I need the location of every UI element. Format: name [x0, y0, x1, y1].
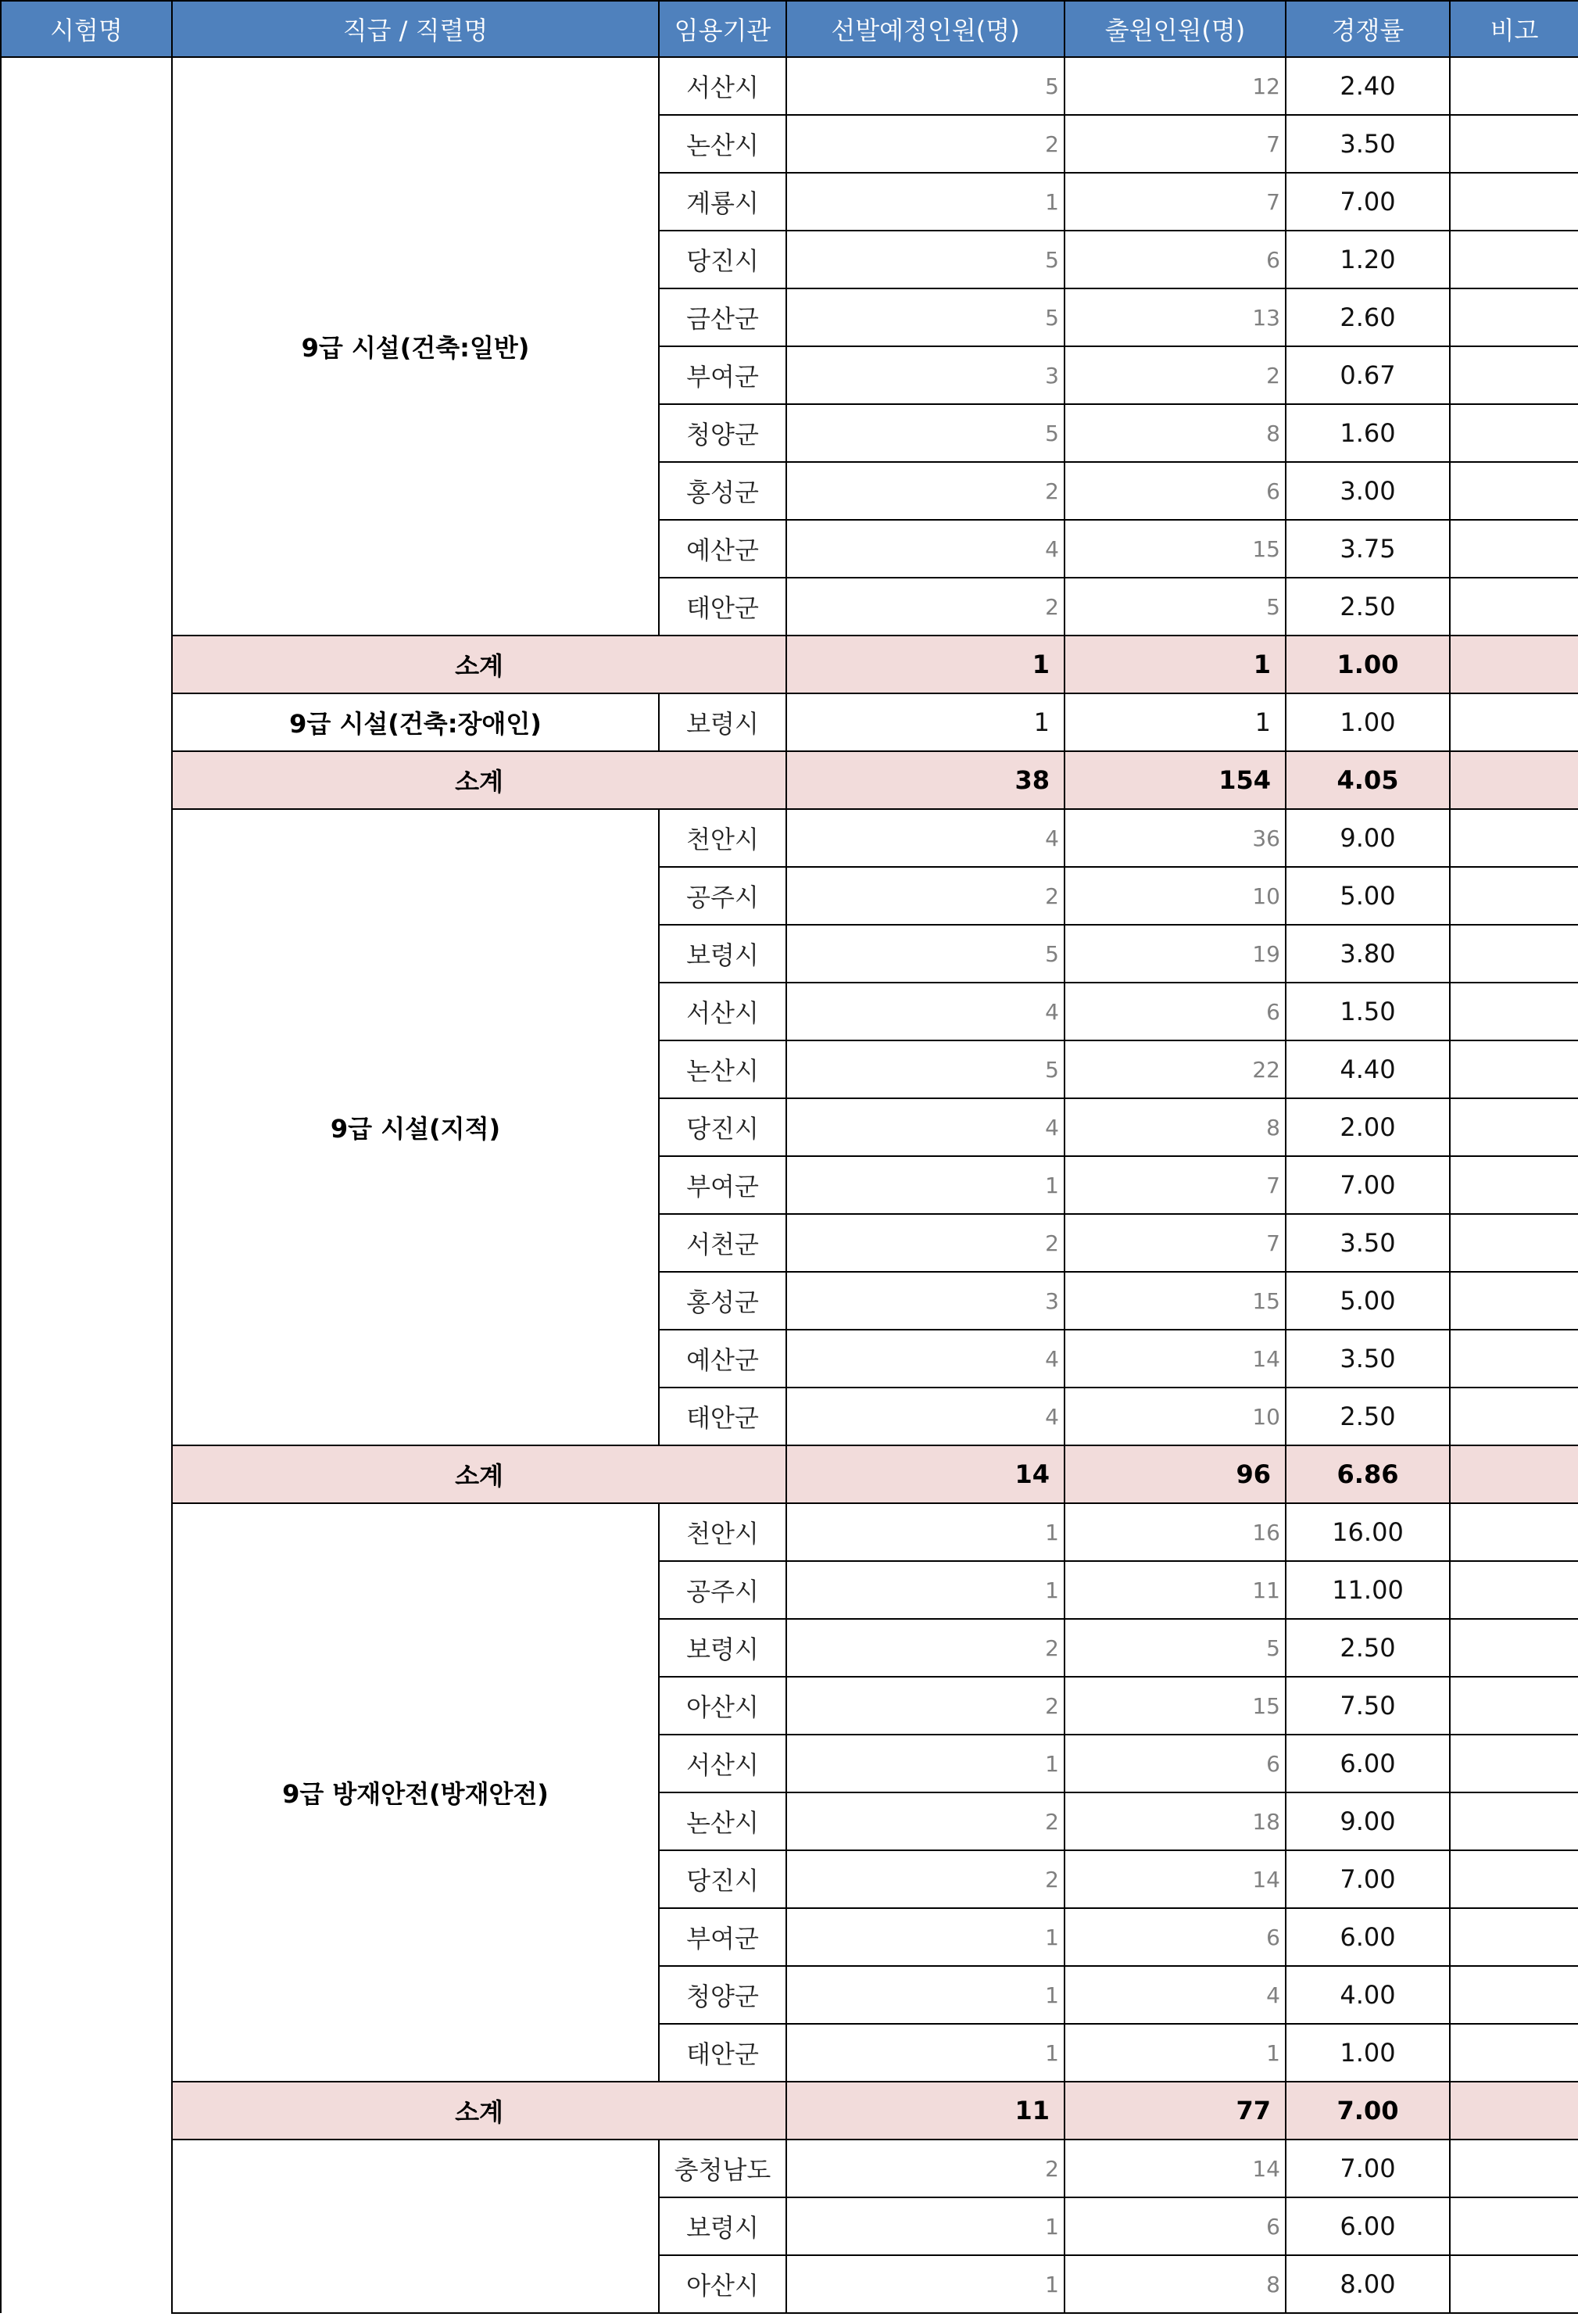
applicants-cell: 36 — [1065, 809, 1286, 867]
rate-cell: 5.00 — [1286, 1272, 1450, 1330]
org-cell: 예산군 — [659, 520, 786, 578]
org-cell: 부여군 — [659, 346, 786, 404]
header-applicants: 출원인원(명) — [1065, 1, 1286, 57]
applicants-cell: 15 — [1065, 1272, 1286, 1330]
org-cell: 보령시 — [659, 1619, 786, 1677]
org-cell: 부여군 — [659, 1156, 786, 1214]
org-cell: 당진시 — [659, 231, 786, 288]
applicants-cell: 11 — [1065, 1561, 1286, 1619]
note-cell — [1450, 1619, 1578, 1677]
header-row — [1, 1, 1578, 57]
org-cell: 보령시 — [659, 693, 786, 751]
note-cell — [1450, 2255, 1578, 2313]
org-cell: 금산군 — [659, 288, 786, 346]
note-cell — [1450, 1098, 1578, 1156]
applicants-cell: 15 — [1065, 520, 1286, 578]
planned-cell: 4 — [786, 1098, 1065, 1156]
note-cell — [1450, 115, 1578, 173]
header-grade: 직급 / 직렬명 — [172, 1, 659, 57]
subtotal-label: 소계 — [172, 2082, 786, 2140]
rate-cell: 6.00 — [1286, 1735, 1450, 1792]
planned-cell: 2 — [786, 1619, 1065, 1677]
rate-cell: 3.50 — [1286, 115, 1450, 173]
subtotal-note — [1450, 2082, 1578, 2140]
planned-cell: 2 — [786, 867, 1065, 925]
planned-cell: 1 — [786, 2024, 1065, 2082]
rate-cell: 2.60 — [1286, 288, 1450, 346]
planned-cell: 4 — [786, 1330, 1065, 1388]
rate-cell: 1.00 — [1286, 693, 1450, 751]
subtotal-row — [1, 751, 1578, 809]
header-org: 임용기관 — [659, 1, 786, 57]
rate-cell: 1.60 — [1286, 404, 1450, 462]
header-exam: 시험명 — [1, 1, 172, 57]
rate-cell: 4.00 — [1286, 1966, 1450, 2024]
subtotal-applicants: 154 — [1065, 751, 1286, 809]
rate-cell: 2.00 — [1286, 1098, 1450, 1156]
rate-cell: 3.00 — [1286, 462, 1450, 520]
note-cell — [1450, 1272, 1578, 1330]
applicants-cell: 7 — [1065, 1214, 1286, 1272]
note-cell — [1450, 1792, 1578, 1850]
subtotal-applicants: 77 — [1065, 2082, 1286, 2140]
planned-cell: 1 — [786, 1561, 1065, 1619]
org-cell: 당진시 — [659, 1098, 786, 1156]
rate-cell: 2.40 — [1286, 57, 1450, 115]
table-row — [1, 57, 1578, 115]
grade-cell: 9급 시설(건축:일반) — [172, 57, 659, 636]
note-cell — [1450, 578, 1578, 636]
note-cell — [1450, 346, 1578, 404]
applicants-cell: 18 — [1065, 1792, 1286, 1850]
org-cell: 당진시 — [659, 1850, 786, 1908]
note-cell — [1450, 57, 1578, 115]
applicants-cell: 8 — [1065, 1098, 1286, 1156]
planned-cell: 1 — [786, 693, 1065, 751]
note-cell — [1450, 1214, 1578, 1272]
rate-cell: 7.00 — [1286, 2140, 1450, 2197]
applicants-cell: 6 — [1065, 983, 1286, 1040]
planned-cell: 5 — [786, 288, 1065, 346]
exam-name-cell — [1, 57, 172, 2313]
applicants-cell: 14 — [1065, 1850, 1286, 1908]
applicants-cell: 4 — [1065, 1966, 1286, 2024]
grade-cell: 9급 시설(지적) — [172, 809, 659, 1445]
planned-cell: 2 — [786, 1850, 1065, 1908]
org-cell: 논산시 — [659, 1040, 786, 1098]
rate-cell: 6.00 — [1286, 1908, 1450, 1966]
planned-cell: 2 — [786, 115, 1065, 173]
table-row — [1, 809, 1578, 867]
applicants-cell: 8 — [1065, 2255, 1286, 2313]
applicants-cell: 7 — [1065, 115, 1286, 173]
rate-cell: 8.00 — [1286, 2255, 1450, 2313]
rate-cell: 3.75 — [1286, 520, 1450, 578]
subtotal-label: 소계 — [172, 751, 786, 809]
note-cell — [1450, 1677, 1578, 1735]
rate-cell: 9.00 — [1286, 1792, 1450, 1850]
subtotal-rate: 4.05 — [1286, 751, 1450, 809]
planned-cell: 1 — [786, 1735, 1065, 1792]
note-cell — [1450, 1966, 1578, 2024]
org-cell: 보령시 — [659, 925, 786, 983]
planned-cell: 2 — [786, 1677, 1065, 1735]
applicants-cell: 6 — [1065, 1908, 1286, 1966]
applicants-cell: 7 — [1065, 173, 1286, 231]
subtotal-note — [1450, 636, 1578, 693]
rate-cell: 5.00 — [1286, 867, 1450, 925]
note-cell — [1450, 2140, 1578, 2197]
subtotal-row — [1, 2082, 1578, 2140]
subtotal-applicants: 96 — [1065, 1445, 1286, 1503]
header-rate: 경쟁률 — [1286, 1, 1450, 57]
subtotal-note — [1450, 751, 1578, 809]
org-cell: 계룡시 — [659, 173, 786, 231]
applicants-cell: 7 — [1065, 1156, 1286, 1214]
planned-cell: 4 — [786, 983, 1065, 1040]
org-cell: 충청남도 — [659, 2140, 786, 2197]
org-cell: 천안시 — [659, 809, 786, 867]
org-cell: 예산군 — [659, 1330, 786, 1388]
planned-cell: 4 — [786, 520, 1065, 578]
planned-cell: 1 — [786, 1503, 1065, 1561]
subtotal-row — [1, 636, 1578, 693]
rate-cell: 0.67 — [1286, 346, 1450, 404]
planned-cell: 2 — [786, 1792, 1065, 1850]
note-cell — [1450, 1735, 1578, 1792]
org-cell: 태안군 — [659, 578, 786, 636]
note-cell — [1450, 462, 1578, 520]
rate-cell: 7.00 — [1286, 173, 1450, 231]
note-cell — [1450, 1040, 1578, 1098]
note-cell — [1450, 404, 1578, 462]
rate-cell: 11.00 — [1286, 1561, 1450, 1619]
org-cell: 서천군 — [659, 1214, 786, 1272]
note-cell — [1450, 809, 1578, 867]
rate-cell: 2.50 — [1286, 1388, 1450, 1445]
rate-cell: 1.00 — [1286, 2024, 1450, 2082]
note-cell — [1450, 173, 1578, 231]
grade-cell: 9급 시설(건축:장애인) — [172, 693, 659, 751]
planned-cell: 1 — [786, 2255, 1065, 2313]
applicants-cell: 14 — [1065, 1330, 1286, 1388]
subtotal-rate: 6.86 — [1286, 1445, 1450, 1503]
planned-cell: 5 — [786, 925, 1065, 983]
org-cell: 논산시 — [659, 115, 786, 173]
note-cell — [1450, 520, 1578, 578]
org-cell: 청양군 — [659, 1966, 786, 2024]
grade-cell — [172, 2140, 659, 2313]
subtotal-planned: 38 — [786, 751, 1065, 809]
note-cell — [1450, 1388, 1578, 1445]
note-cell — [1450, 288, 1578, 346]
planned-cell: 3 — [786, 346, 1065, 404]
rate-cell: 2.50 — [1286, 578, 1450, 636]
applicants-cell: 6 — [1065, 1735, 1286, 1792]
planned-cell: 2 — [786, 578, 1065, 636]
table-row — [1, 693, 1578, 751]
planned-cell: 4 — [786, 1388, 1065, 1445]
note-cell — [1450, 1561, 1578, 1619]
planned-cell: 1 — [786, 173, 1065, 231]
rate-cell: 1.20 — [1286, 231, 1450, 288]
org-cell: 공주시 — [659, 1561, 786, 1619]
subtotal-planned: 11 — [786, 2082, 1065, 2140]
applicants-cell: 2 — [1065, 346, 1286, 404]
planned-cell: 2 — [786, 1214, 1065, 1272]
grade-cell: 9급 방재안전(방재안전) — [172, 1503, 659, 2082]
org-cell: 부여군 — [659, 1908, 786, 1966]
applicants-cell: 6 — [1065, 231, 1286, 288]
rate-cell: 7.00 — [1286, 1850, 1450, 1908]
org-cell: 천안시 — [659, 1503, 786, 1561]
applicants-cell: 6 — [1065, 2197, 1286, 2255]
rate-cell: 6.00 — [1286, 2197, 1450, 2255]
note-cell — [1450, 1156, 1578, 1214]
rate-cell: 3.80 — [1286, 925, 1450, 983]
planned-cell: 2 — [786, 2140, 1065, 2197]
applicants-cell: 6 — [1065, 462, 1286, 520]
rate-cell: 7.50 — [1286, 1677, 1450, 1735]
org-cell: 논산시 — [659, 1792, 786, 1850]
applicants-cell: 8 — [1065, 404, 1286, 462]
org-cell: 태안군 — [659, 1388, 786, 1445]
planned-cell: 5 — [786, 57, 1065, 115]
org-cell: 서산시 — [659, 983, 786, 1040]
planned-cell: 1 — [786, 2197, 1065, 2255]
planned-cell: 4 — [786, 809, 1065, 867]
rate-cell: 9.00 — [1286, 809, 1450, 867]
applicants-cell: 16 — [1065, 1503, 1286, 1561]
applicants-cell: 14 — [1065, 2140, 1286, 2197]
org-cell: 청양군 — [659, 404, 786, 462]
org-cell: 아산시 — [659, 1677, 786, 1735]
org-cell: 홍성군 — [659, 1272, 786, 1330]
applicants-cell: 1 — [1065, 2024, 1286, 2082]
planned-cell: 5 — [786, 1040, 1065, 1098]
note-cell — [1450, 983, 1578, 1040]
planned-cell: 3 — [786, 1272, 1065, 1330]
org-cell: 보령시 — [659, 2197, 786, 2255]
note-cell — [1450, 2197, 1578, 2255]
applicants-cell: 13 — [1065, 288, 1286, 346]
applicants-cell: 5 — [1065, 1619, 1286, 1677]
applicants-cell: 10 — [1065, 1388, 1286, 1445]
subtotal-planned: 1 — [786, 636, 1065, 693]
applicants-cell: 19 — [1065, 925, 1286, 983]
subtotal-planned: 14 — [786, 1445, 1065, 1503]
note-cell — [1450, 2024, 1578, 2082]
applicants-cell: 15 — [1065, 1677, 1286, 1735]
note-cell — [1450, 231, 1578, 288]
org-cell: 서산시 — [659, 57, 786, 115]
note-cell — [1450, 925, 1578, 983]
rate-cell: 16.00 — [1286, 1503, 1450, 1561]
subtotal-label: 소계 — [172, 1445, 786, 1503]
note-cell — [1450, 867, 1578, 925]
rate-cell: 1.50 — [1286, 983, 1450, 1040]
subtotal-label: 소계 — [172, 636, 786, 693]
rate-cell: 7.00 — [1286, 1156, 1450, 1214]
subtotal-rate: 1.00 — [1286, 636, 1450, 693]
org-cell: 홍성군 — [659, 462, 786, 520]
planned-cell: 5 — [786, 231, 1065, 288]
rate-cell: 2.50 — [1286, 1619, 1450, 1677]
note-cell — [1450, 1330, 1578, 1388]
org-cell: 공주시 — [659, 867, 786, 925]
planned-cell: 5 — [786, 404, 1065, 462]
planned-cell: 1 — [786, 1908, 1065, 1966]
table-row — [1, 2140, 1578, 2197]
note-cell — [1450, 1503, 1578, 1561]
subtotal-row — [1, 1445, 1578, 1503]
rate-cell: 4.40 — [1286, 1040, 1450, 1098]
applicants-cell: 12 — [1065, 57, 1286, 115]
note-cell — [1450, 1850, 1578, 1908]
table-row — [1, 1503, 1578, 1561]
header-planned: 선발예정인원(명) — [786, 1, 1065, 57]
applicants-cell: 22 — [1065, 1040, 1286, 1098]
rate-cell: 3.50 — [1286, 1330, 1450, 1388]
applicants-cell: 10 — [1065, 867, 1286, 925]
applicants-cell: 5 — [1065, 578, 1286, 636]
planned-cell: 1 — [786, 1156, 1065, 1214]
planned-cell: 1 — [786, 1966, 1065, 2024]
subtotal-note — [1450, 1445, 1578, 1503]
applicants-cell: 1 — [1065, 693, 1286, 751]
note-cell — [1450, 693, 1578, 751]
subtotal-rate: 7.00 — [1286, 2082, 1450, 2140]
org-cell: 태안군 — [659, 2024, 786, 2082]
header-note: 비고 — [1450, 1, 1578, 57]
subtotal-applicants: 1 — [1065, 636, 1286, 693]
table-body — [1, 57, 1578, 2313]
org-cell: 서산시 — [659, 1735, 786, 1792]
note-cell — [1450, 1908, 1578, 1966]
rate-cell: 3.50 — [1286, 1214, 1450, 1272]
planned-cell: 2 — [786, 462, 1065, 520]
org-cell: 아산시 — [659, 2255, 786, 2313]
